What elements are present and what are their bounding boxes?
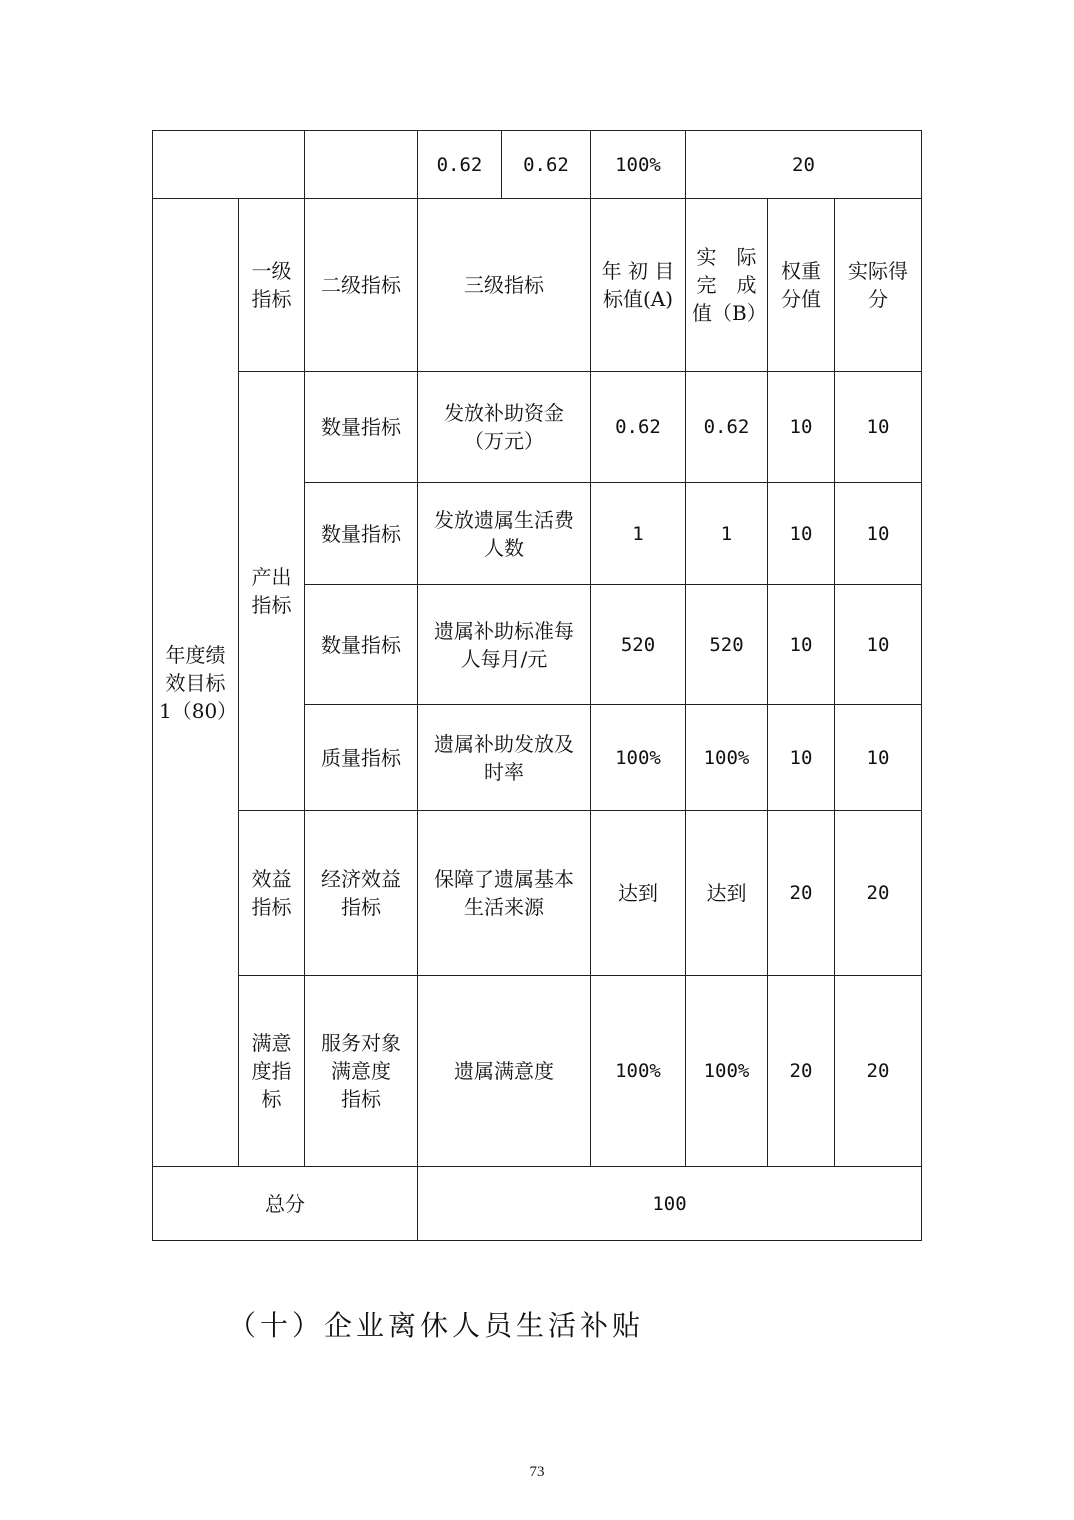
cell-weight: 10 <box>768 705 835 811</box>
table-row <box>153 372 922 483</box>
cell-score: 10 <box>835 585 922 705</box>
cell-level2: 数量指标 <box>305 483 418 585</box>
cell-level3: 发放补助资金 （万元） <box>418 372 591 483</box>
performance-table <box>152 130 922 1241</box>
section-label: 年度绩 效目标 1（80） <box>153 199 239 1167</box>
cell-score: 20 <box>835 811 922 976</box>
header-target: 年 初 目 标值(A) <box>591 199 686 372</box>
group-output: 产出 指标 <box>239 372 305 811</box>
cell-level3: 发放遗属生活费 人数 <box>418 483 591 585</box>
cell-actual: 0.62 <box>686 372 768 483</box>
header-actual: 实 际 完 成 值（B） <box>686 199 768 372</box>
header-level1: 一级 指标 <box>239 199 305 372</box>
cell-target: 100% <box>591 976 686 1167</box>
total-value: 100 <box>418 1167 922 1241</box>
cell-level3: 遗属补助发放及 时率 <box>418 705 591 811</box>
cell-weight: 10 <box>768 483 835 585</box>
budget-value: 0.62 <box>418 131 502 199</box>
cell-target: 100% <box>591 705 686 811</box>
cell-level3: 遗属满意度 <box>418 976 591 1167</box>
cell-weight: 20 <box>768 976 835 1167</box>
header-score: 实际得 分 <box>835 199 922 372</box>
total-label: 总分 <box>153 1167 418 1241</box>
cell-level3: 遗属补助标准每 人每月/元 <box>418 585 591 705</box>
cell-score: 10 <box>835 372 922 483</box>
cell-actual: 达到 <box>686 811 768 976</box>
rate-value: 100% <box>591 131 686 199</box>
cell-actual: 100% <box>686 976 768 1167</box>
cell-level2: 服务对象 满意度 指标 <box>305 976 418 1167</box>
table-row <box>153 131 922 199</box>
cell-weight: 10 <box>768 585 835 705</box>
cell-actual: 520 <box>686 585 768 705</box>
group-satisfaction: 满意 度指 标 <box>239 976 305 1167</box>
header-level3: 三级指标 <box>418 199 591 372</box>
cell-target: 0.62 <box>591 372 686 483</box>
cell-weight: 20 <box>768 811 835 976</box>
cell-target: 达到 <box>591 811 686 976</box>
cell-score: 10 <box>835 705 922 811</box>
cell-level2: 经济效益 指标 <box>305 811 418 976</box>
header-level2: 二级指标 <box>305 199 418 372</box>
cell-target: 1 <box>591 483 686 585</box>
cell-level2: 数量指标 <box>305 585 418 705</box>
table-row <box>153 976 922 1167</box>
total-row <box>153 1167 922 1241</box>
header-weight: 权重 分值 <box>768 199 835 372</box>
group-benefit: 效益 指标 <box>239 811 305 976</box>
cell-level2: 质量指标 <box>305 705 418 811</box>
score-value: 20 <box>686 131 922 199</box>
table-row <box>153 811 922 976</box>
table-header-row <box>153 199 922 372</box>
cell-weight: 10 <box>768 372 835 483</box>
cell-score: 10 <box>835 483 922 585</box>
cell-actual: 100% <box>686 705 768 811</box>
actual-value: 0.62 <box>502 131 591 199</box>
page-number: 73 <box>529 1464 545 1480</box>
cell-actual: 1 <box>686 483 768 585</box>
cell-level3: 保障了遗属基本 生活来源 <box>418 811 591 976</box>
table-cell <box>153 131 305 199</box>
cell-target: 520 <box>591 585 686 705</box>
table-cell <box>305 131 418 199</box>
section-heading: （十）企业离休人员生活补贴 <box>228 1309 645 1342</box>
cell-score: 20 <box>835 976 922 1167</box>
cell-level2: 数量指标 <box>305 372 418 483</box>
